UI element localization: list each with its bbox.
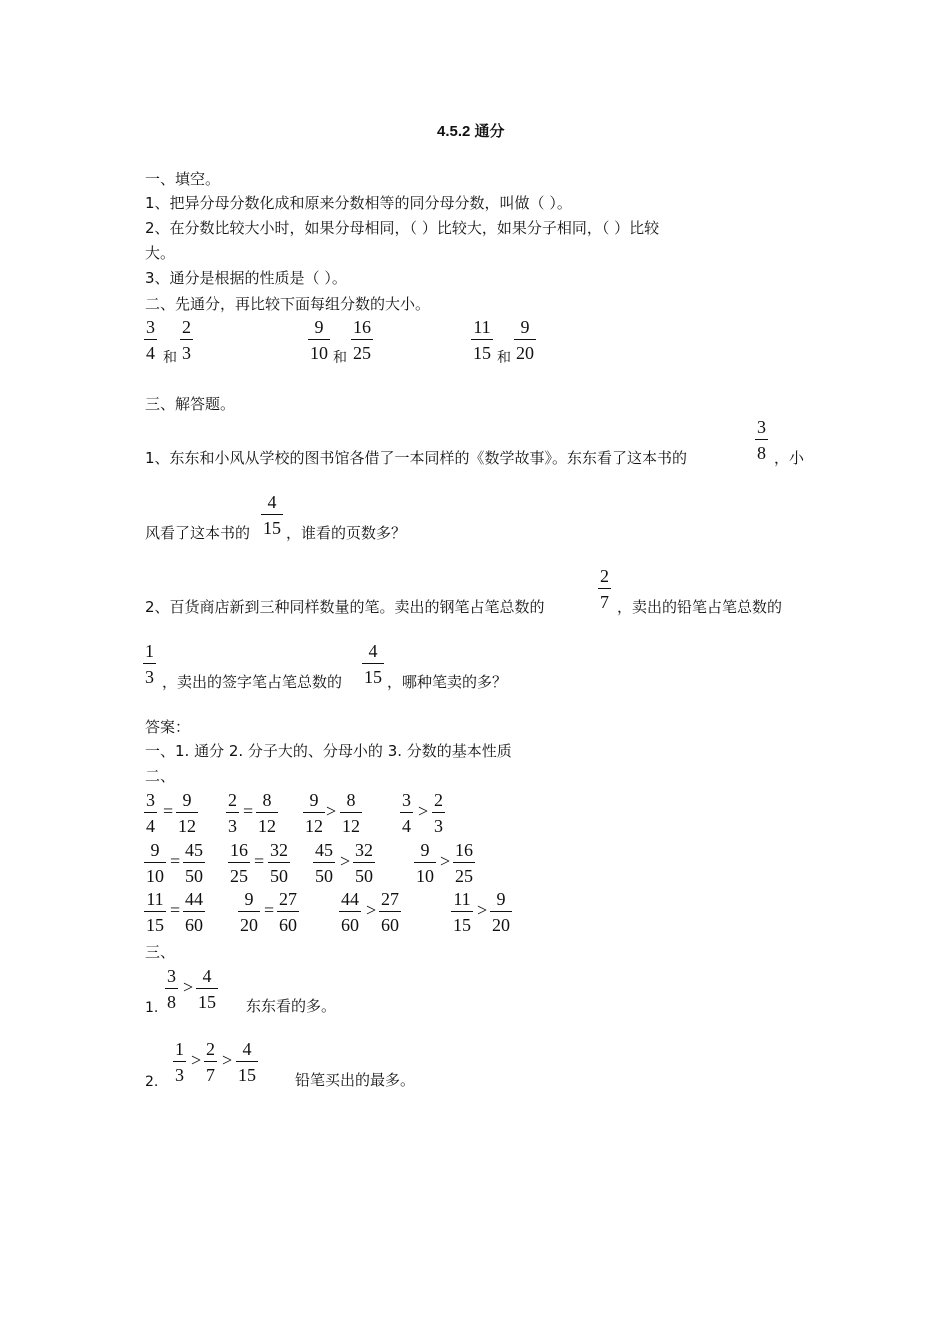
greater-than-sign: > <box>183 977 194 997</box>
greater-than-sign: > <box>326 801 337 821</box>
equals-sign: = <box>264 900 275 920</box>
fraction: 1 3 <box>175 1039 184 1085</box>
fraction: 16 25 <box>455 840 473 886</box>
fraction: 32 50 <box>355 840 373 886</box>
answers-part1: 一、1. 通分 2. 分子大的、分母小的 3. 分数的基本性质 <box>145 742 512 760</box>
fraction: 3 4 <box>146 790 155 836</box>
greater-than-sign: > <box>191 1050 202 1070</box>
greater-than-sign: > <box>340 851 351 871</box>
fraction: 11 15 <box>473 317 491 363</box>
section2-heading: 二、先通分，再比较下面每组分数的大小。 <box>145 295 431 313</box>
fraction: 9 12 <box>178 790 196 836</box>
problem-3-2-text: ，卖出的签字笔占笔总数的 <box>162 673 343 691</box>
greater-than-sign: > <box>222 1050 233 1070</box>
fraction: 3 8 <box>167 966 176 1012</box>
fraction: 16 25 <box>230 840 248 886</box>
answers-part3-label: 三、 <box>145 943 176 961</box>
greater-than-sign: > <box>366 900 377 920</box>
fraction: 4 15 <box>198 966 216 1012</box>
answer-3-2-label: 2. <box>145 1074 159 1090</box>
problem-3-1-text: 1、东东和小风从学校的图书馆各借了一本同样的《数学故事》。东东看了这本书的 <box>145 449 688 467</box>
question-1-3: 3、通分是根据的性质是（ ）。 <box>145 269 347 287</box>
answer-3-1-label: 1. <box>145 1000 159 1016</box>
question-1-1: 1、把异分母分数化成和原来分数相等的同分母分数，叫做（ ）。 <box>145 194 572 212</box>
equals-sign: = <box>170 851 181 871</box>
fraction: 27 60 <box>279 889 297 935</box>
problem-3-2-text: 2、百货商店新到三种同样数量的笔。卖出的钢笔占笔总数的 <box>145 598 545 616</box>
fraction: 16 25 <box>353 317 371 363</box>
equals-sign: = <box>243 801 254 821</box>
equals-sign: = <box>163 801 174 821</box>
fraction: 2 3 <box>182 317 191 363</box>
fraction: 1 3 <box>145 641 154 687</box>
fraction: 9 10 <box>310 317 328 363</box>
fraction: 9 20 <box>516 317 534 363</box>
question-1-2-line1: 2、在分数比较大小时，如果分母相同，（ ）比较大，如果分子相同，（ ）比较 <box>145 219 660 237</box>
equals-sign: = <box>170 900 181 920</box>
question-1-2-line2: 大。 <box>145 244 176 262</box>
fraction: 4 15 <box>238 1039 256 1085</box>
answers-part2-label: 二、 <box>145 767 176 785</box>
fraction: 3 8 <box>757 417 766 463</box>
answer-3-1-text: 东东看的多。 <box>246 997 337 1015</box>
fraction: 9 12 <box>305 790 323 836</box>
problem-3-2-text: ，卖出的铅笔占笔总数的 <box>617 598 783 616</box>
fraction: 9 20 <box>240 889 258 935</box>
fraction: 9 10 <box>416 840 434 886</box>
answers-heading: 答案： <box>145 718 191 736</box>
fraction: 9 20 <box>492 889 510 935</box>
fraction: 4 15 <box>364 641 382 687</box>
fraction: 3 4 <box>402 790 411 836</box>
problem-3-1-text: 风看了这本书的 <box>145 524 251 542</box>
fraction: 44 60 <box>185 889 203 935</box>
and-label: 和 <box>497 350 511 366</box>
fraction: 9 10 <box>146 840 164 886</box>
fraction: 3 4 <box>146 317 155 363</box>
problem-3-1-text: ，谁看的页数多？ <box>286 524 407 542</box>
greater-than-sign: > <box>477 900 488 920</box>
problem-3-2-text: ，哪种笔卖的多？ <box>387 673 508 691</box>
section1-heading: 一、填空。 <box>145 170 221 188</box>
problem-3-1-text: ，小 <box>774 449 805 467</box>
greater-than-sign: > <box>440 851 451 871</box>
fraction: 45 50 <box>315 840 333 886</box>
fraction: 2 3 <box>228 790 237 836</box>
fraction: 27 60 <box>381 889 399 935</box>
answer-3-2-text: 铅笔买出的最多。 <box>295 1071 416 1089</box>
equals-sign: = <box>254 851 265 871</box>
fraction: 8 12 <box>342 790 360 836</box>
fraction: 8 12 <box>258 790 276 836</box>
fraction: 2 7 <box>206 1039 215 1085</box>
fraction: 44 60 <box>341 889 359 935</box>
page-title: 4.5.2 通分 <box>437 123 505 140</box>
section3-heading: 三、解答题。 <box>145 395 236 413</box>
and-label: 和 <box>333 350 347 366</box>
fraction: 2 3 <box>434 790 443 836</box>
and-label: 和 <box>163 350 177 366</box>
fraction: 4 15 <box>263 492 281 538</box>
fraction: 11 15 <box>146 889 164 935</box>
fraction: 2 7 <box>600 566 609 612</box>
fraction: 32 50 <box>270 840 288 886</box>
fraction: 11 15 <box>453 889 471 935</box>
fraction: 45 50 <box>185 840 203 886</box>
greater-than-sign: > <box>418 801 429 821</box>
